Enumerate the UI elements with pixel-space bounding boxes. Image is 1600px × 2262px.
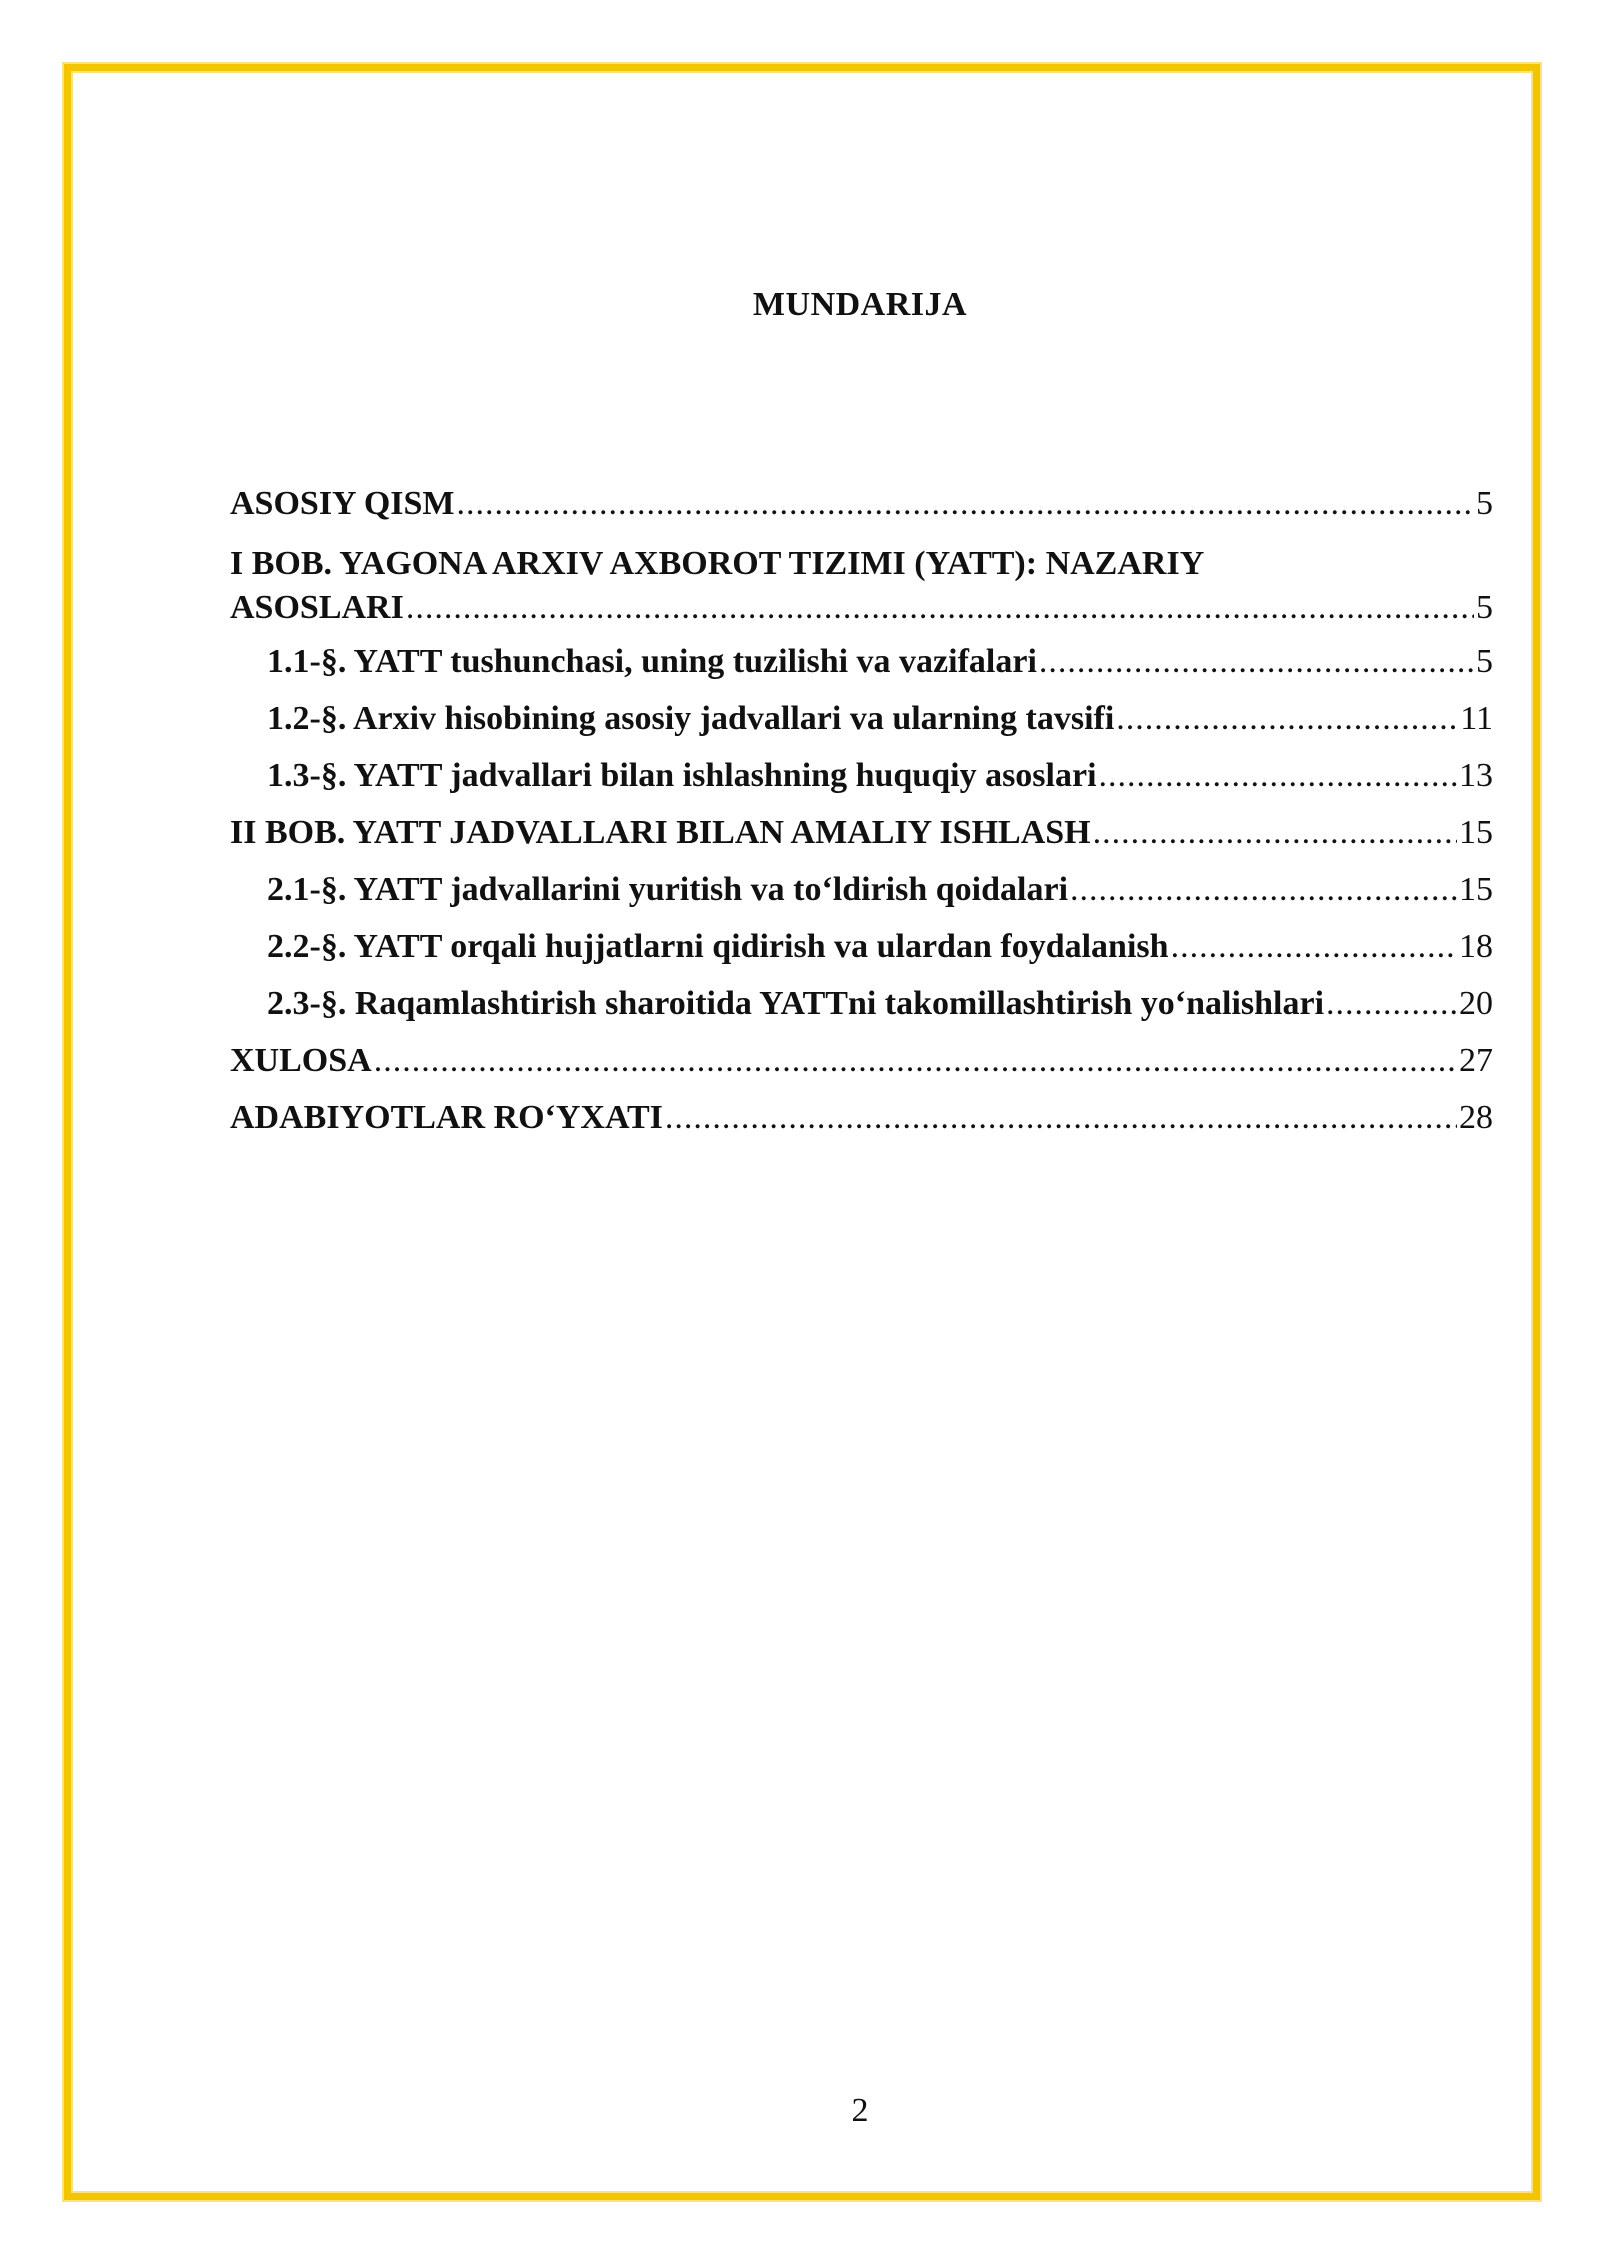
- page-number: 2: [851, 2092, 869, 2129]
- toc-entry-page: 11: [1460, 700, 1493, 737]
- toc-dot-leader: [374, 1032, 1457, 1089]
- toc-entry-section-2-3[interactable]: [230, 975, 1493, 1032]
- toc-dot-leader: [406, 586, 1474, 630]
- toc-entry-label: 1.3-§. YATT jadvallari bilan ishlashning huquqiy asoslari: [267, 757, 1097, 794]
- toc-entry-page: 28: [1459, 1099, 1493, 1136]
- toc-entry-section-2-1[interactable]: [230, 861, 1493, 918]
- toc-dot-leader: [1070, 861, 1457, 918]
- toc-entry-label: 2.3-§. Raqamlashtirish sharoitida YATTni takomillashtirish yo‘nalishlari: [267, 985, 1325, 1022]
- toc-entry-section-1-2[interactable]: [230, 690, 1493, 747]
- toc-entry-label: ADABIYOTLAR RO‘YXATI: [230, 1099, 663, 1136]
- toc-dot-leader: [1326, 975, 1457, 1032]
- toc-dot-leader: [457, 475, 1474, 532]
- toc-entry-chapter-2[interactable]: [230, 804, 1493, 861]
- table-of-contents: [230, 475, 1493, 1146]
- toc-entry-page: 5: [1476, 589, 1493, 626]
- toc-entry-asosiy-qism[interactable]: [230, 475, 1493, 532]
- toc-entry-label: XULOSA: [230, 1042, 372, 1079]
- toc-entry-page: 13: [1459, 757, 1493, 794]
- toc-entry-chapter-1[interactable]: [230, 542, 1493, 630]
- toc-entry-label: 1.1-§. YATT tushunchasi, uning tuzilishi va vazifalari: [267, 643, 1037, 680]
- toc-entry-page: 5: [1476, 485, 1493, 522]
- toc-entry-page: 27: [1459, 1042, 1493, 1079]
- toc-entry-section-1-3[interactable]: [230, 747, 1493, 804]
- toc-entry-page: 15: [1459, 871, 1493, 908]
- toc-entry-section-2-2[interactable]: [230, 918, 1493, 975]
- toc-entry-page: 18: [1459, 928, 1493, 965]
- toc-dot-leader: [1116, 690, 1458, 747]
- toc-entry-section-1-1[interactable]: [230, 633, 1493, 690]
- toc-entry-page: 20: [1459, 985, 1493, 1022]
- toc-entry-line2: [230, 586, 1493, 630]
- toc-entry-label-continued: ASOSLARI: [230, 589, 404, 626]
- toc-entry-label: I BOB. YAGONA ARXIV AXBOROT TIZIMI (YATT): NAZARIY: [230, 545, 1205, 582]
- toc-entry-label: 2.1-§. YATT jadvallarini yuritish va to‘ldirish qoidalari: [267, 871, 1069, 908]
- toc-dot-leader: [1099, 747, 1457, 804]
- toc-dot-leader: [1039, 633, 1474, 690]
- toc-dot-leader: [665, 1089, 1457, 1146]
- toc-entry-label: ASOSIY QISM: [230, 485, 455, 522]
- toc-entry-label: II BOB. YATT JADVALLARI BILAN AMALIY ISHLASH: [230, 814, 1091, 851]
- toc-dot-leader: [1171, 918, 1457, 975]
- toc-entry-xulosa[interactable]: [230, 1032, 1493, 1089]
- toc-entry-label: 1.2-§. Arxiv hisobining asosiy jadvallari va ularning tavsifi: [267, 700, 1115, 737]
- toc-entry-page: 5: [1476, 643, 1493, 680]
- page-title: MUNDARIJA: [752, 286, 968, 323]
- toc-entry-label: 2.2-§. YATT orqali hujjatlarni qidirish va ulardan foydalanish: [267, 928, 1169, 965]
- toc-entry-adabiyotlar[interactable]: [230, 1089, 1493, 1146]
- toc-entry-page: 15: [1459, 814, 1493, 851]
- toc-dot-leader: [1093, 804, 1457, 861]
